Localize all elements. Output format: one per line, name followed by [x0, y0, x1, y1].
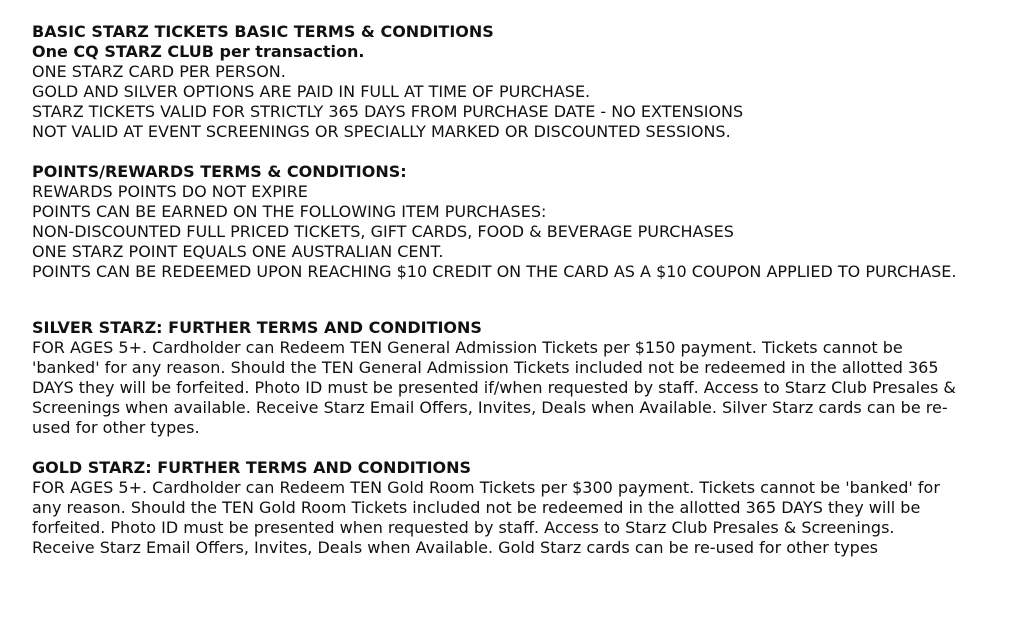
points-terms-heading: POINTS/REWARDS TERMS & CONDITIONS: [32, 162, 407, 181]
basic-terms-line: GOLD AND SILVER OPTIONS ARE PAID IN FULL AT TIME OF PURCHASE. [32, 82, 591, 101]
basic-terms-heading: BASIC STARZ TICKETS BASIC TERMS & CONDITIONS [32, 22, 494, 41]
basic-terms-line: STARZ TICKETS VALID FOR STRICTLY 365 DAYS FROM PURCHASE DATE - NO EXTENSIONS [32, 102, 744, 121]
points-terms-line: POINTS CAN BE EARNED ON THE FOLLOWING ITEM PURCHASES: [32, 202, 547, 221]
silver-terms-body: FOR AGES 5+. Cardholder can Redeem TEN General Admission Tickets per $150 payment. Tickets cannot be 'banked' for any reason. Should the TEN General Admission Tickets included not be redeemed in the allotted 365 DAYS they will be forfeited. Photo ID must be presented if/when requested by staff. Access to Starz Club Presales & Screenings when available. Receive Starz Email Offers, Invites, Deals when Available. Silver Starz cards can be re-used for other types. [32, 338, 956, 437]
silver-terms-section [32, 318, 962, 438]
silver-terms-heading: SILVER STARZ: FURTHER TERMS AND CONDITIONS [32, 318, 482, 337]
basic-terms-line: ONE STARZ CARD PER PERSON. [32, 62, 286, 81]
gold-terms-section [32, 458, 962, 558]
points-terms-line: POINTS CAN BE REDEEMED UPON REACHING $10 CREDIT ON THE CARD AS A $10 COUPON APPLIED TO PURCHASE. [32, 262, 957, 281]
gold-terms-heading: GOLD STARZ: FURTHER TERMS AND CONDITIONS [32, 458, 472, 477]
points-terms-line: NON-DISCOUNTED FULL PRICED TICKETS, GIFT CARDS, FOOD & BEVERAGE PURCHASES [32, 222, 734, 241]
terms-document [32, 22, 962, 558]
basic-terms-section [32, 22, 962, 142]
points-terms-line: REWARDS POINTS DO NOT EXPIRE [32, 182, 308, 201]
points-terms-section [32, 162, 962, 282]
basic-terms-subheading: One CQ STARZ CLUB per transaction. [32, 42, 365, 61]
gold-terms-body: FOR AGES 5+. Cardholder can Redeem TEN Gold Room Tickets per $300 payment. Tickets cannot be 'banked' for any reason. Should the TEN Gold Room Tickets included not be redeemed in the allotted 365 DAYS they will be forfeited. Photo ID must be presented when requested by staff. Access to Starz Club Presales & Screenings. Receive Starz Email Offers, Invites, Deals when Available. Gold Starz cards can be re-used for other types [32, 478, 940, 557]
points-terms-line: ONE STARZ POINT EQUALS ONE AUSTRALIAN CENT. [32, 242, 444, 261]
basic-terms-line: NOT VALID AT EVENT SCREENINGS OR SPECIALLY MARKED OR DISCOUNTED SESSIONS. [32, 122, 731, 141]
